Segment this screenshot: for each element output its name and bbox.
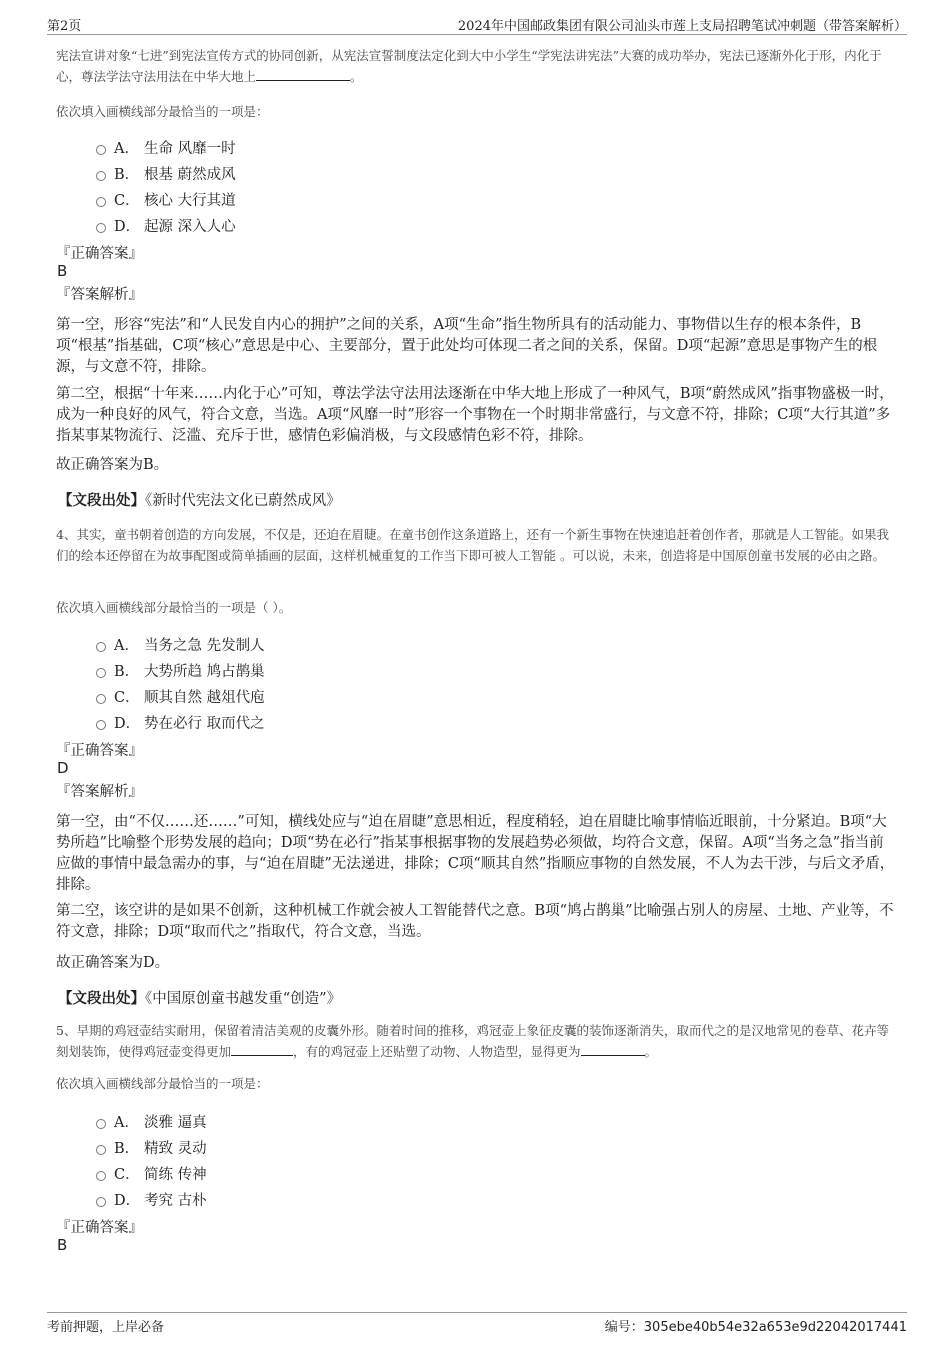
q3-ask: 依次填入画横线部分最恰当的一项是： bbox=[56, 104, 269, 119]
q5-ask: 依次填入画横线部分最恰当的一项是： bbox=[56, 1076, 269, 1091]
q4-option-d[interactable]: D． 势在必行 取而代之 bbox=[96, 712, 265, 733]
q3-source: 【文段出处】《新时代宪法文化已蔚然成风》 bbox=[58, 492, 341, 509]
footer-slogan: 考前押题，上岸必备 bbox=[47, 1320, 165, 1335]
blank bbox=[256, 68, 350, 81]
q4-analysis-label: 『答案解析』 bbox=[56, 784, 143, 800]
q3-analysis-label: 『答案解析』 bbox=[56, 287, 143, 303]
q4-analysis-2: 第二空，该空讲的是如果不创新，这种机械工作就会被人工智能替代之意。B项“鸠占鹊巢”比喻强占别人的房屋、土地、产业等，不符文意，排除；D项“取而代之”指取代，符合文意，当选。 bbox=[56, 903, 894, 940]
q4-source: 【文段出处】《中国原创童书越发重“创造”》 bbox=[58, 990, 342, 1007]
q3-analysis-2: 第二空，根据“十年来……内化于心”可知，尊法学法守法用法逐渐在中华大地上形成了一种风气，B项“蔚然成风”指事物盛极一时，成为一种良好的风气，符合文意，当选。A项“风靡一时”形容一个事物在一个时期非常盛行，与文意不符，排除；C项“大行其道”多指某事某物流行、泛滥、充斥于世，感情色彩偏消极，与文段感情色彩不符，排除。 bbox=[56, 386, 894, 444]
q4-option-b[interactable]: B． 大势所趋 鸠占鹊巢 bbox=[96, 660, 265, 681]
blank bbox=[231, 1043, 293, 1056]
q3-option-c[interactable]: C． 核心 大行其道 bbox=[96, 189, 236, 210]
page-footer bbox=[47, 1312, 907, 1337]
blank bbox=[581, 1043, 645, 1056]
radio-icon[interactable] bbox=[96, 1145, 106, 1155]
radio-icon[interactable] bbox=[96, 642, 106, 652]
radio-icon[interactable] bbox=[96, 145, 106, 155]
q5-option-d[interactable]: D． 考究 古朴 bbox=[96, 1189, 207, 1210]
q4-option-a[interactable]: A． 当务之急 先发制人 bbox=[96, 634, 265, 655]
q3-analysis-3: 故正确答案为B。 bbox=[56, 457, 169, 473]
footer-code: 编号：305ebe40b54e32a653e9d22042017441 bbox=[604, 1320, 907, 1335]
q3-passage: 宪法宣讲对象“七进”到宪法宣传方式的协同创新，从宪法宣誓制度法定化到大中小学生“学宪法讲宪法”大赛的成功举办，宪法已逐渐外化于形，内化于心，尊法学法守法用法在中华大地上 。 bbox=[56, 48, 882, 84]
q3-option-b[interactable]: B． 根基 蔚然成风 bbox=[96, 163, 236, 184]
q4-analysis-1: 第一空，由“不仅……还……”可知，横线处应与“迫在眉睫”意思相近，程度稍轻，迫在眉睫比喻事情临近眼前，十分紧迫。B项“大势所趋”比喻整个形势发展的趋向；D项“势在必行”指某事根据事物的发展趋势必须做，均符合文意，保留。A项“当务之急”指当前应做的事情中最急需办的事，与“迫在眉睫”无法递进，排除；C项“顺其自然”指顺应事物的自然发展，不人为去干涉，与后文矛盾，排除。 bbox=[56, 814, 895, 893]
radio-icon[interactable] bbox=[96, 1171, 106, 1181]
document-title: 2024年中国邮政集团有限公司汕头市莲上支局招聘笔试冲刺题（带答案解析） bbox=[457, 19, 907, 34]
q5-option-c[interactable]: C． 简练 传神 bbox=[96, 1163, 207, 1184]
radio-icon[interactable] bbox=[96, 668, 106, 678]
page-header bbox=[47, 12, 907, 35]
q3-answer: B bbox=[57, 262, 68, 280]
q4-ask: 依次填入画横线部分最恰当的一项是（ ）。 bbox=[56, 600, 292, 615]
q3-option-d[interactable]: D． 起源 深入人心 bbox=[96, 215, 236, 236]
q5-answer-label: 『正确答案』 bbox=[56, 1220, 143, 1236]
q3-option-a[interactable]: A． 生命 风靡一时 bbox=[96, 137, 236, 158]
radio-icon[interactable] bbox=[96, 1119, 106, 1129]
q4-passage: 4、其实，童书朝着创造的方向发展，不仅是，还迫在眉睫。在童书创作这条道路上，还有一个新生事物在快速追赶着创作者，那就是人工智能。如果我们的绘本还停留在为故事配图或简单插画的层面，这样机械重复的工作当下即可被人工智能 。可以说，未来，创造将是中国原创童书发展的必由之路。 bbox=[56, 527, 889, 563]
q5-passage: 5、早期的鸡冠壶结实耐用，保留着清洁美观的皮囊外形。随着时间的推移，鸡冠壶上象征皮囊的装饰逐渐消失，取而代之的是汉地常见的卷草、花卉等刻划装饰，使得鸡冠壶变得更加 ，有的鸡冠壶上还贴塑了动物、人物造型，显得更为 。 bbox=[56, 1023, 889, 1059]
q4-analysis-3: 故正确答案为D。 bbox=[56, 955, 170, 971]
radio-icon[interactable] bbox=[96, 1197, 106, 1207]
q4-answer-label: 『正确答案』 bbox=[56, 743, 143, 759]
q5-answer: B bbox=[57, 1236, 68, 1254]
q3-answer-label: 『正确答案』 bbox=[56, 246, 143, 262]
radio-icon[interactable] bbox=[96, 197, 106, 207]
q3-analysis-1: 第一空，形容“宪法”和“人民发自内心的拥护”之间的关系，A项“生命”指生物所具有的活动能力、事物借以生存的根本条件，B项“根基”指基础，C项“核心”意思是中心、主要部分，置于此处均可体现二者之间的关系，保留。D项“起源”意思是事物产生的根源，与文意不符，排除。 bbox=[56, 317, 878, 375]
page-number: 第2页 bbox=[47, 19, 82, 34]
radio-icon[interactable] bbox=[96, 223, 106, 233]
q5-option-b[interactable]: B． 精致 灵动 bbox=[96, 1137, 207, 1158]
q5-option-a[interactable]: A． 淡雅 逼真 bbox=[96, 1111, 207, 1132]
q4-option-c[interactable]: C． 顺其自然 越俎代庖 bbox=[96, 686, 265, 707]
radio-icon[interactable] bbox=[96, 720, 106, 730]
radio-icon[interactable] bbox=[96, 171, 106, 181]
q4-answer: D bbox=[57, 759, 69, 777]
radio-icon[interactable] bbox=[96, 694, 106, 704]
